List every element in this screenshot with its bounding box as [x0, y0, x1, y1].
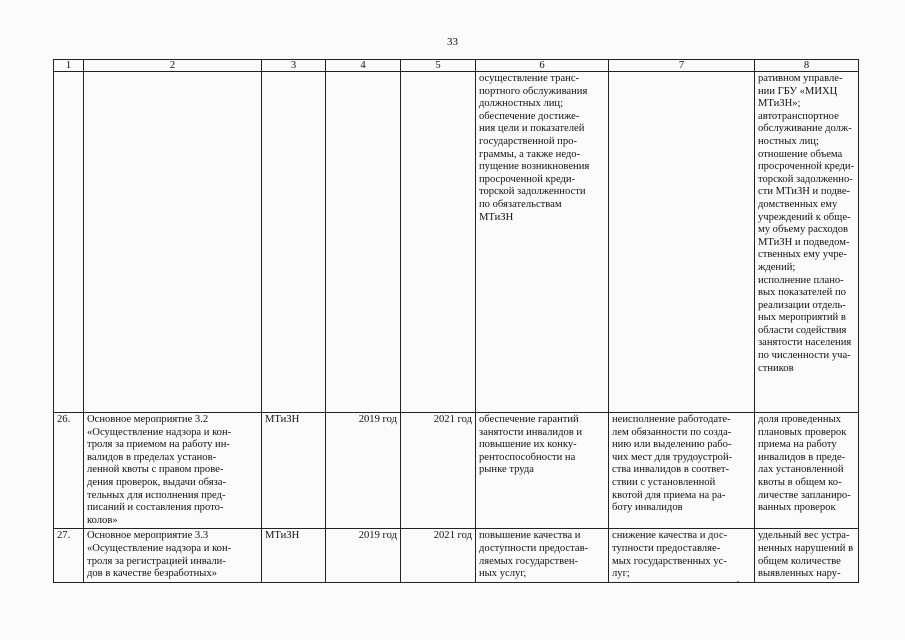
- text-line: ния цели и показателей: [479, 123, 585, 135]
- text-line: троля за регистрацией инвали-: [87, 555, 226, 567]
- column-number: 1: [54, 60, 84, 72]
- text-line: занятости населения: [758, 337, 852, 349]
- scan-mark: [737, 581, 739, 582]
- text-line: нии ГБУ «МИХЦ: [758, 85, 838, 97]
- text-line: «Осуществление надзора и кон-: [87, 426, 232, 438]
- text-line: ных мероприятий в: [758, 312, 846, 324]
- column-number: 6: [476, 60, 609, 72]
- text-line: удельный вес устра-: [758, 530, 850, 542]
- event-name-cell: [84, 72, 262, 413]
- text-line: ства инвалидов в соответ-: [612, 464, 730, 476]
- text-line: пущение возникновения: [479, 161, 590, 173]
- expected-result-cell: [476, 72, 609, 413]
- text-line: по численности уча-: [758, 350, 851, 362]
- text-line: ствии с установленной: [612, 476, 716, 488]
- text-line: обеспечение достиже-: [479, 110, 580, 122]
- text-line: учреждений к обще-: [758, 211, 851, 223]
- text-line: чих мест для трудоустрой-: [612, 451, 733, 463]
- text-line: лем обязанности по созда-: [612, 426, 732, 438]
- text-line: нию или выделению рабо-: [612, 439, 732, 451]
- text-line: торской задолженности: [479, 186, 586, 198]
- expected-result-cell: [476, 529, 609, 582]
- text-line: валидов в пределах установ-: [87, 451, 217, 463]
- consequences-cell: [609, 529, 755, 582]
- text-line: автотранспортное: [758, 110, 839, 122]
- text-line: занятости инвалидов и: [479, 426, 583, 438]
- text-line: рентоспособности на: [479, 451, 576, 463]
- executor-cell: [262, 72, 326, 413]
- text-line: квотой для приема на ра-: [612, 489, 726, 501]
- text-line: колов»: [87, 514, 118, 526]
- text-line: луг;: [612, 568, 630, 580]
- text-line: дов в качестве безработных»: [87, 568, 217, 580]
- text-line: отношение объема: [758, 148, 843, 160]
- page-number: 33: [447, 36, 458, 48]
- table-row: [54, 413, 859, 529]
- text-line: МТиЗН и подведом-: [758, 236, 850, 248]
- column-number: 8: [755, 60, 859, 72]
- text-line: домственных ему: [758, 198, 838, 210]
- column-number: 7: [609, 60, 755, 72]
- table-row: [54, 72, 859, 413]
- text-line: вых показателей по: [758, 287, 846, 299]
- text-line: мых государственных ус-: [612, 555, 727, 567]
- end-year-cell: [401, 72, 476, 413]
- text-line: МТиЗН»;: [758, 98, 801, 110]
- column-number: 5: [401, 60, 476, 72]
- text-line: тельных для исполнения пред-: [87, 489, 226, 501]
- text-line: торской задолженно-: [758, 173, 853, 185]
- text-line: доступности предостав-: [479, 542, 589, 554]
- row-number-cell: 27.: [54, 529, 84, 582]
- row-number-cell: 26.: [54, 413, 84, 529]
- text-line: писаний и составления прото-: [87, 502, 224, 514]
- text-line: приема на работу: [758, 439, 837, 451]
- end-year-cell: 2021 год: [401, 413, 476, 529]
- text-line: сти МТиЗН и подве-: [758, 186, 851, 198]
- indicator-link-cell: [755, 72, 859, 413]
- text-line: дения проверок, выдачи обяза-: [87, 476, 227, 488]
- start-year-cell: 2019 год: [326, 529, 401, 582]
- text-line: плановых проверок: [758, 426, 847, 438]
- text-line: по обязательствам: [479, 198, 562, 210]
- text-line: ственных ему учре-: [758, 249, 847, 261]
- start-year-cell: [326, 72, 401, 413]
- row-number-cell: [54, 72, 84, 413]
- text-line: реализации отдель-: [758, 299, 846, 311]
- end-year-cell: 2021 год: [401, 529, 476, 582]
- text-line: лах установленной: [758, 464, 844, 476]
- text-line: повышение их конку-: [479, 439, 577, 451]
- text-line: портного обслуживания: [479, 85, 588, 97]
- text-line: ных услуг,: [479, 568, 527, 580]
- text-line: доля проведенных: [758, 414, 841, 425]
- text-line: ненных нарушений в: [758, 542, 854, 554]
- text-line: должностных лиц;: [479, 98, 564, 110]
- text-line: стников: [758, 362, 794, 374]
- column-number: 4: [326, 60, 401, 72]
- text-line: общем количестве: [758, 555, 841, 567]
- indicator-link-cell: [755, 413, 859, 529]
- text-line: квоты в общем ко-: [758, 476, 842, 488]
- text-line: повышение качества и: [479, 530, 581, 542]
- column-number-row: [54, 60, 859, 72]
- column-number: 3: [262, 60, 326, 72]
- text-line: ностных лиц;: [758, 135, 819, 147]
- text-line: ленной квоты с правом прове-: [87, 464, 224, 476]
- text-line: обслуживание долж-: [758, 123, 852, 135]
- text-line: государственной про-: [479, 135, 577, 147]
- text-line: «Осуществление надзора и кон-: [87, 542, 232, 554]
- text-line: инвалидов в преде-: [758, 451, 846, 463]
- text-line: Основное мероприятие 3.2: [87, 414, 209, 425]
- column-number: 2: [84, 60, 262, 72]
- text-line: ративном управле-: [758, 73, 843, 84]
- consequences-cell: [609, 413, 755, 529]
- text-line: личестве запланиро-: [758, 489, 851, 501]
- text-line: исполнение плано-: [758, 274, 844, 286]
- text-line: ждений;: [758, 261, 796, 273]
- text-line: тупности предоставляе-: [612, 542, 721, 554]
- text-line: ляемых государствен-: [479, 555, 579, 567]
- text-line: МТиЗН: [479, 211, 514, 223]
- start-year-cell: 2019 год: [326, 413, 401, 529]
- text-line: рынке труда: [479, 464, 534, 476]
- text-line: му объему расходов: [758, 224, 849, 236]
- executor-cell: МТиЗН: [262, 529, 326, 582]
- consequences-cell: [609, 72, 755, 413]
- text-line: просроченной креди-: [479, 173, 576, 185]
- table-row: [54, 529, 859, 582]
- program-measures-table: [53, 59, 859, 583]
- text-line: граммы, а также недо-: [479, 148, 581, 160]
- text-line: Основное мероприятие 3.3: [87, 530, 209, 542]
- text-line: осуществление транс-: [479, 73, 580, 84]
- indicator-link-cell: [755, 529, 859, 582]
- text-line: просроченной креди-: [758, 161, 855, 173]
- text-line: неисполнение работодате-: [612, 414, 731, 425]
- text-line: области содействия: [758, 324, 847, 336]
- text-line: боту инвалидов: [612, 502, 683, 514]
- text-line: выявленных нару-: [758, 568, 841, 580]
- event-name-cell: [84, 529, 262, 582]
- text-line: снижение качества и дос-: [612, 530, 728, 542]
- event-name-cell: [84, 413, 262, 529]
- text-line: обеспечение гарантий: [479, 414, 579, 425]
- executor-cell: МТиЗН: [262, 413, 326, 529]
- text-line: ванных проверок: [758, 502, 836, 514]
- text-line: троля за приемом на работу ин-: [87, 439, 230, 451]
- expected-result-cell: [476, 413, 609, 529]
